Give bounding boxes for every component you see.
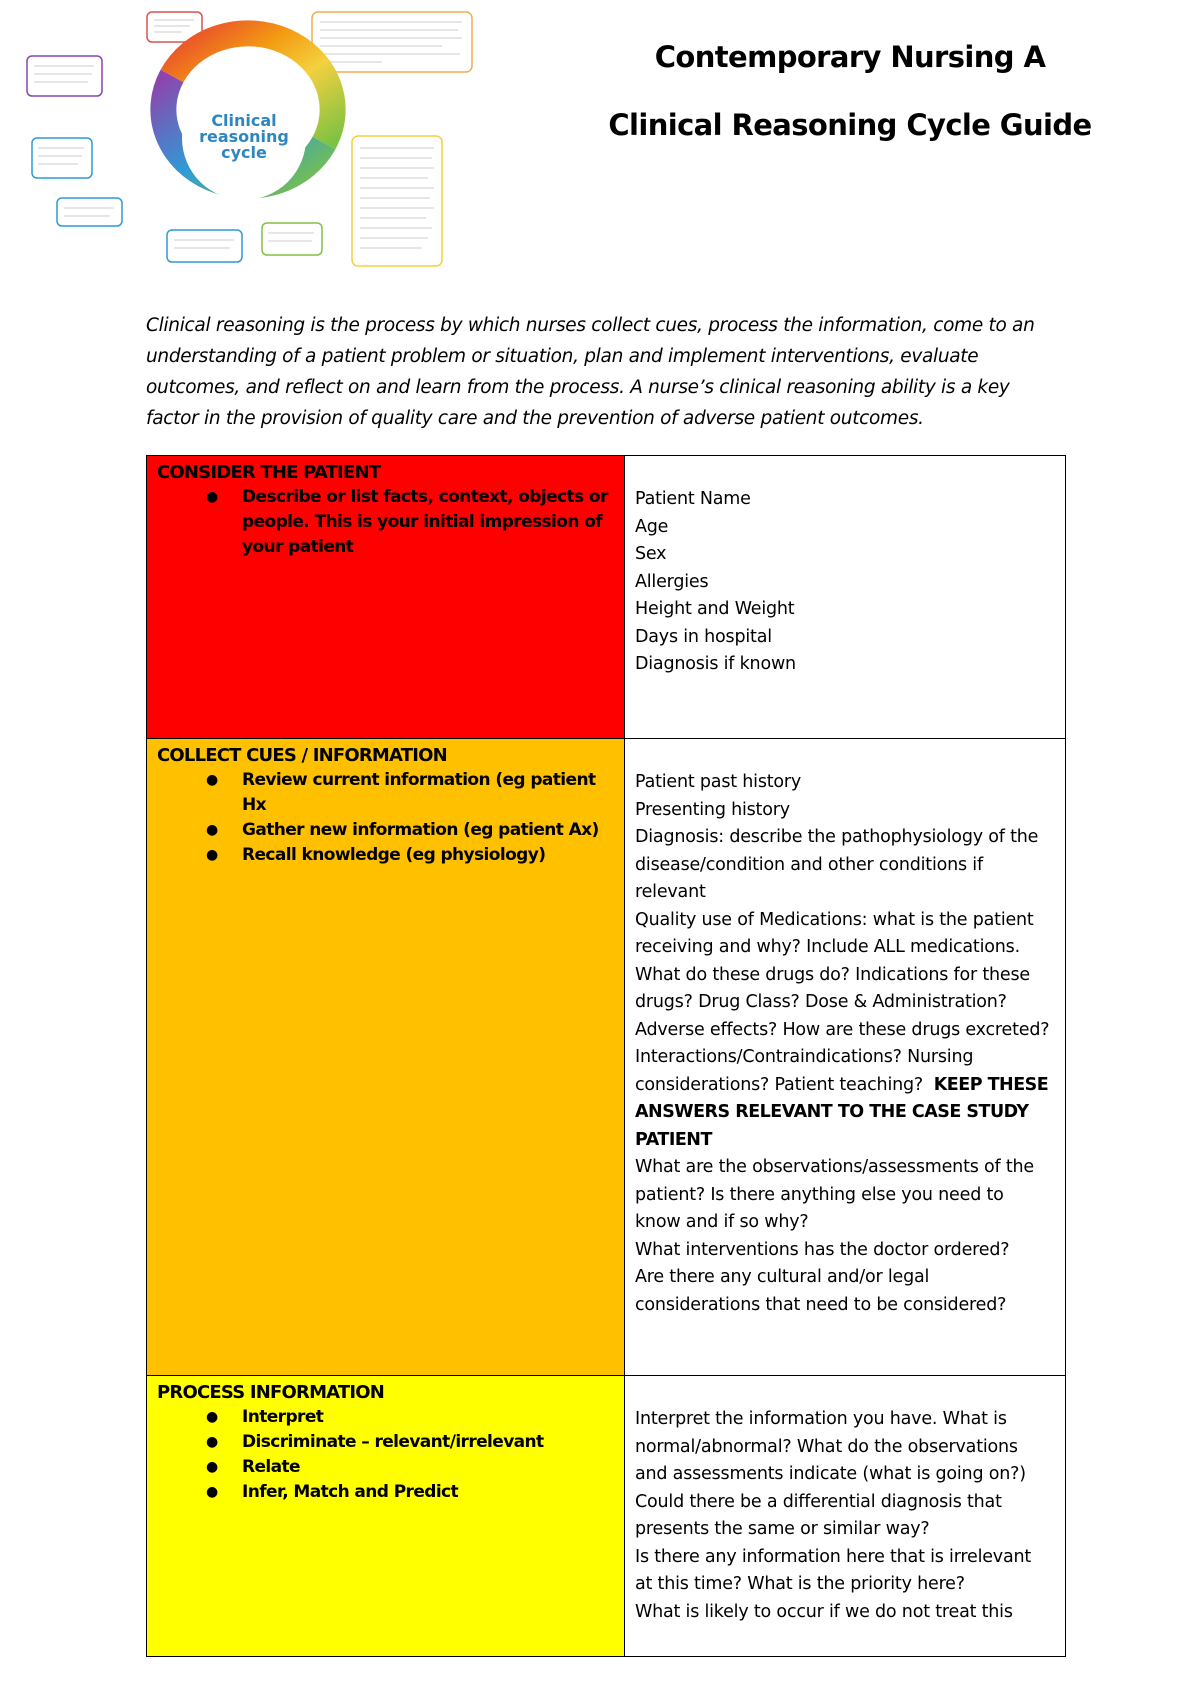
detail-line-with-emphasis: considerations? Patient teaching? KEEP THESE xyxy=(635,1074,1049,1095)
section-heading: PROCESS INFORMATION xyxy=(157,1382,385,1403)
detail-line: Could there be a differential diagnosis that xyxy=(635,1491,1002,1512)
diagram-label-reasoning: reasoning xyxy=(199,127,289,146)
section-cell-consider-patient xyxy=(147,456,625,739)
detail-line: relevant xyxy=(635,882,706,902)
detail-line: at this time? What is the priority here? xyxy=(635,1574,965,1594)
detail-line: receiving and why? Include ALL medications. xyxy=(635,937,1020,957)
clinical-reasoning-cycle-diagram xyxy=(22,8,494,288)
bullet-item: ● Discriminate – relevant/irrelevant xyxy=(242,1430,614,1455)
detail-line: What do these drugs do? Indications for these xyxy=(635,964,1030,985)
detail-line: Presenting history xyxy=(635,799,790,820)
detail-line: Quality use of Medications: what is the patient xyxy=(635,909,1034,930)
bullet-item: ● Relate xyxy=(242,1455,614,1480)
detail-line-emphasis: ANSWERS RELEVANT TO THE CASE STUDY xyxy=(635,1102,1029,1122)
detail-line: considerations that need to be considered? xyxy=(635,1294,1007,1315)
details-cell-collect-cues xyxy=(625,739,1066,1376)
intro-line: Clinical reasoning is the process by which nurses collect cues, process the information, come to an xyxy=(146,315,1035,336)
detail-line: and assessments indicate (what is going on?) xyxy=(635,1464,1026,1484)
detail-line: normal/abnormal? What do the observations xyxy=(635,1436,1018,1457)
detail-line: Days in hospital xyxy=(635,626,772,647)
bullet-icon: ● xyxy=(206,1409,218,1425)
section-cell-process-information xyxy=(147,1376,625,1657)
table-row-consider-patient xyxy=(147,456,1066,739)
document-title xyxy=(600,40,1100,142)
detail-line: Diagnosis if known xyxy=(635,654,796,674)
bullet-item: ● Gather new information (eg patient Ax) xyxy=(242,818,614,843)
detail-line: presents the same or similar way? xyxy=(635,1519,930,1539)
details-cell-process-information xyxy=(625,1376,1066,1657)
title-line-1: Contemporary Nursing A xyxy=(654,40,1046,74)
detail-line: Patient past history xyxy=(635,772,802,792)
bullet-item: ● Review current information (eg patient Hx xyxy=(206,770,596,815)
bullet-icon: ● xyxy=(206,822,218,838)
detail-line: Height and Weight xyxy=(635,599,795,619)
bullet-item: ● Interpret xyxy=(242,1405,614,1430)
detail-line: Interpret the information you have. What is xyxy=(635,1409,1007,1429)
detail-line: Adverse effects? How are these drugs excreted? xyxy=(635,1019,1050,1040)
intro-paragraph xyxy=(146,310,1066,434)
detail-line-emphasis: PATIENT xyxy=(635,1129,712,1150)
detail-line: disease/condition and other conditions if xyxy=(635,854,983,875)
table-row-collect-cues xyxy=(147,739,1066,1376)
bullet-icon: ● xyxy=(206,489,218,505)
detail-line: Diagnosis: describe the pathophysiology of the xyxy=(635,827,1039,847)
detail-line: What are the observations/assessments of the xyxy=(635,1157,1034,1177)
detail-line: Patient Name xyxy=(635,489,751,509)
detail-line: What interventions has the doctor ordered? xyxy=(635,1239,1010,1260)
section-cell-collect-cues xyxy=(147,739,625,1376)
diagram-label-clinical: Clinical xyxy=(211,111,277,130)
detail-line: Age xyxy=(635,516,669,537)
emphasis-keep-these: KEEP THESE xyxy=(933,1074,1049,1095)
title-line-2: Clinical Reasoning Cycle Guide xyxy=(608,108,1092,142)
bullet-icon: ● xyxy=(206,1484,218,1500)
bullet-item: ● Describe or list facts, context, objects or people. This is your initial impression of your patient xyxy=(206,487,608,557)
details-cell-consider-patient xyxy=(625,456,1066,739)
bullet-item: ● Infer, Match and Predict xyxy=(242,1480,614,1505)
detail-line: Interactions/Contraindications? Nursing xyxy=(635,1047,974,1067)
bullet-icon: ● xyxy=(206,1459,218,1475)
bullet-list xyxy=(157,1405,614,1505)
clinical-reasoning-table xyxy=(146,455,1066,1657)
detail-line: know and if so why? xyxy=(635,1212,809,1232)
section-heading: CONSIDER THE PATIENT xyxy=(157,462,381,483)
intro-line: understanding of a patient problem or situation, plan and implement interventions, evaluate xyxy=(146,346,979,367)
intro-line: factor in the provision of quality care and the prevention of adverse patient outcomes. xyxy=(146,408,924,429)
detail-line: Allergies xyxy=(635,571,709,592)
bullet-list xyxy=(157,485,614,560)
table-row-process-information xyxy=(147,1376,1066,1657)
detail-line: drugs? Drug Class? Dose & Administration? xyxy=(635,992,1007,1012)
section-heading: COLLECT CUES / INFORMATION xyxy=(157,745,447,766)
detail-line: What is likely to occur if we do not treat this xyxy=(635,1601,1013,1622)
detail-line: Sex xyxy=(635,544,667,564)
detail-line: Are there any cultural and/or legal xyxy=(635,1267,930,1287)
detail-line: Is there any information here that is irrelevant xyxy=(635,1546,1032,1567)
bullet-item: ● Recall knowledge (eg physiology) xyxy=(242,843,614,868)
bullet-list xyxy=(157,768,614,868)
bullet-icon: ● xyxy=(206,772,218,788)
diagram-label-cycle: cycle xyxy=(221,143,267,162)
bullet-icon: ● xyxy=(206,847,218,863)
intro-line: outcomes, and reflect on and learn from the process. A nurse’s clinical reasoning ability is a key xyxy=(146,377,1010,398)
bullet-icon: ● xyxy=(206,1434,218,1450)
detail-line: patient? Is there anything else you need to xyxy=(635,1184,1004,1205)
